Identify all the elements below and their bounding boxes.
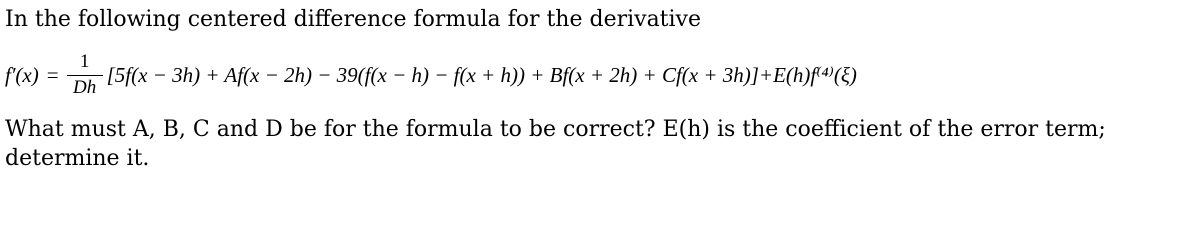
- fraction-denominator: Dh: [72, 77, 97, 98]
- equals-sign: =: [46, 62, 59, 87]
- intro-text: In the following centered difference formula for the derivative: [5, 7, 702, 32]
- question-text: What must A, B, C and D be for the formula to be correct? E(h) is the coefficient of the error term;: [5, 117, 1106, 142]
- formula-rhs: [5f(x − 3h) + Af(x − 2h) − 39(f(x − h) − f(x + h)) + Bf(x + 2h) + Cf(x + 3h)]+E(h)f⁽⁴⁾(ξ): [106, 62, 857, 87]
- derivative-formula: [5, 42, 857, 108]
- fraction-numerator: 1: [79, 51, 90, 72]
- question-text-continued: determine it.: [5, 146, 150, 171]
- formula-lhs: f′(x): [5, 62, 39, 87]
- fraction: [67, 51, 103, 99]
